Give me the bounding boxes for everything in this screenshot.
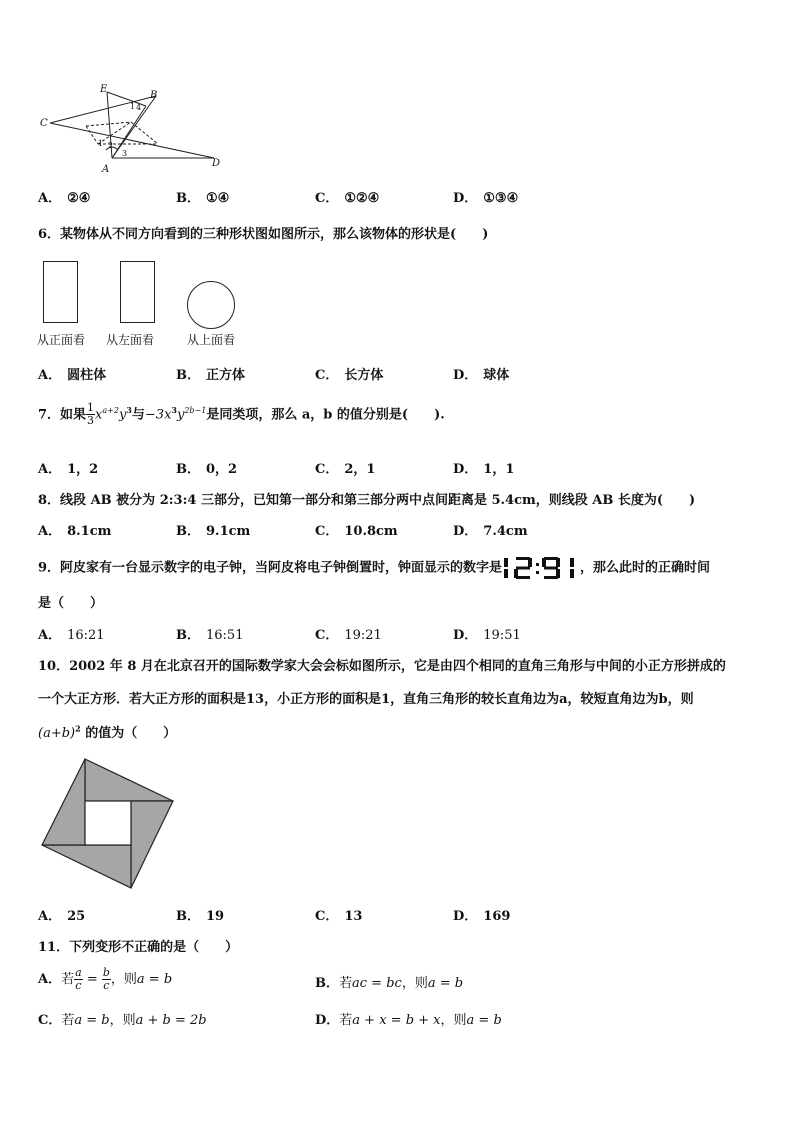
view-label-front: 从正面看 <box>37 333 86 347</box>
q5-option-d[interactable]: D． ①③④ <box>453 191 519 206</box>
q9-option-d[interactable]: D． 19:51 <box>453 628 521 643</box>
q9-stem-line2: 是（ ） <box>38 596 104 611</box>
q10-option-c[interactable]: C． 13 <box>315 909 363 924</box>
q10-stem-line3: $(a+b)^2$ 的值为（ ） <box>38 723 177 741</box>
view-label-left: 从左面看 <box>106 333 155 347</box>
label-1: 1 <box>98 139 104 148</box>
top-view-circle <box>187 281 235 329</box>
q10-stem-line1: 10．2002 年 8 月在北京召开的国际数学家大会会标如图所示，它是由四个相同的直角三角形与中间的小正方形拼成的 <box>38 659 726 674</box>
q7-stem: 7．如果 $\frac{1}{3}$ $x^{a+2}y^3$与$-3x^3y^{2b-1}$是同类项，那么 a，b 的值分别是( ). <box>38 401 445 428</box>
label-C: C <box>40 118 48 129</box>
q7-fraction: $\frac{1}{3}$ <box>87 401 95 428</box>
label-D: D <box>212 158 221 169</box>
svg-text:1: 1 <box>130 102 136 111</box>
q7-option-d[interactable]: D． 1，1 <box>453 462 515 477</box>
q9-option-a[interactable]: A． 16:21 <box>38 628 105 643</box>
label-E: E <box>100 84 108 95</box>
q8-option-b[interactable]: B． 9.1cm <box>176 524 251 539</box>
q8-option-a[interactable]: A． 8.1cm <box>38 524 112 539</box>
q10-stem-line2: 一个大正方形．若大正方形的面积是13，小正方形的面积是1，直角三角形的较长直角边为a，较短直角边为b，则 <box>38 692 694 707</box>
q11-option-b[interactable]: B．若ac = bc，则a = b <box>315 976 464 991</box>
q5-option-b[interactable]: B． ①④ <box>176 191 230 206</box>
left-view-rectangle <box>120 261 155 323</box>
q7-option-b[interactable]: B． 0，2 <box>176 462 238 477</box>
q11-option-c[interactable]: C．若a = b，则a + b = 2b <box>38 1013 207 1028</box>
q10-option-b[interactable]: B． 19 <box>176 909 225 924</box>
q9-option-b[interactable]: B． 16:51 <box>176 628 244 643</box>
view-label-top: 从上面看 <box>187 333 236 347</box>
q6-stem: 6．某物体从不同方向看到的三种形状图如图所示，那么该物体的形状是( ) <box>38 227 489 242</box>
q6-option-d[interactable]: D． 球体 <box>453 368 510 383</box>
q6-option-a[interactable]: A． 圆柱体 <box>38 368 107 383</box>
q10-option-d[interactable]: D． 169 <box>453 909 511 924</box>
label-3: 3 <box>122 149 128 158</box>
q11-option-d[interactable]: D．若a + x = b + x，则a = b <box>315 1013 502 1028</box>
q9-option-c[interactable]: C． 19:21 <box>315 628 382 643</box>
q6-option-c[interactable]: C． 长方体 <box>315 368 384 383</box>
q5-option-c[interactable]: C． ①②④ <box>315 191 380 206</box>
zhao-shuang-pinwheel-figure <box>40 757 180 892</box>
label-4: 4 <box>136 103 142 112</box>
q7-option-c[interactable]: C． 2，1 <box>315 462 376 477</box>
q6-option-b[interactable]: B． 正方体 <box>176 368 246 383</box>
q11-option-a[interactable]: A．若 $\frac{a}{c}$ = $\frac{b}{c}$ ，则a = b <box>38 966 173 992</box>
q8-option-d[interactable]: D． 7.4cm <box>453 524 528 539</box>
label-A: A <box>102 164 110 175</box>
q8-option-c[interactable]: C． 10.8cm <box>315 524 398 539</box>
q8-stem: 8．线段 AB 被分为 2:3:4 三部分，已知第一部分和第三部分两中点间距离是 5.4cm，则线段 AB 长度为( ) <box>38 493 696 508</box>
q5-option-a[interactable]: A． ②④ <box>38 191 91 206</box>
label-2: 2 <box>108 141 114 150</box>
q7-option-a[interactable]: A． 1，2 <box>38 462 99 477</box>
front-view-rectangle <box>43 261 78 323</box>
q11-stem: 11．下列变形不正确的是（ ） <box>38 940 239 955</box>
lcd-clock-display <box>502 556 580 580</box>
label-B: B <box>150 90 158 101</box>
q9-stem-line1: 9．阿皮家有一台显示数字的电子钟，当阿皮将电子钟倒置时，钟面显示的数字是 ，那么此时的正确时间 <box>38 556 710 580</box>
q5-geometry-figure <box>36 84 236 176</box>
q10-option-a[interactable]: A． 25 <box>38 909 86 924</box>
